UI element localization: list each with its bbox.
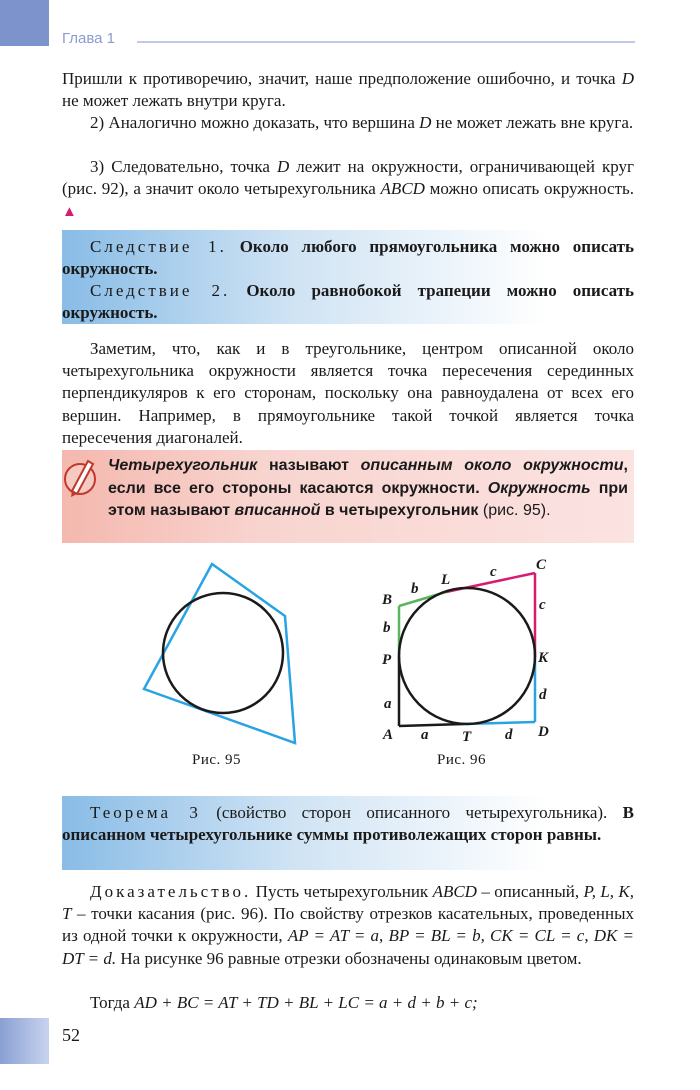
header-rule: [137, 41, 635, 43]
definition-described-quadrilateral: Четырехугольник называют описанным около окружности, если все его стороны касаются окружности. Окружность при этом называют вписанной в четырехугольник (рис. 95).: [108, 457, 628, 519]
fig95-quadrilateral: [144, 564, 295, 743]
fig95-inscribed-circle: [163, 593, 283, 713]
label-B: B: [382, 592, 393, 608]
paragraph-step-3: 3) Следовательно, точка D лежит на окружности, ограничивающей круг (рис. 92), а значит около четырехугольника ABCD можно описать окружность. ▲: [62, 157, 635, 221]
fig95-caption: Рис. 95: [192, 752, 242, 768]
label-C: C: [536, 557, 547, 573]
label-P: P: [382, 652, 392, 668]
fig96-caption: Рис. 96: [437, 752, 487, 768]
label-D: D: [538, 724, 549, 740]
label-a-bottom: a: [421, 727, 429, 743]
paragraph-contradiction: Пришли к противоречию, значит, наше предположение ошибочно, и точка D не может лежать внутри круга.: [62, 69, 634, 111]
label-T: T: [462, 729, 472, 745]
pencil-note-icon: [62, 455, 98, 501]
fig96-inscribed-circle: [399, 588, 535, 724]
label-L: L: [441, 572, 451, 588]
figure-96-tangent-segments: [375, 555, 575, 755]
label-A: A: [383, 727, 394, 743]
figure-95-tangential-quadrilateral: [130, 555, 310, 755]
paragraph-step-2: 2) Аналогично можно доказать, что вершина D не может лежать вне круга.: [90, 113, 634, 132]
corollary-2: Следствие 2. Около равнобокой трапеции можно описать окружность.: [62, 281, 635, 323]
label-b-top: b: [411, 581, 419, 597]
label-b-left: b: [383, 620, 391, 636]
label-c-right: c: [539, 597, 546, 613]
page-corner-decoration: [0, 0, 49, 46]
label-K: K: [538, 650, 549, 666]
label-d-bottom: d: [505, 727, 513, 743]
label-c-top: c: [490, 564, 497, 580]
proof-paragraph: Доказательство. Пусть четырехугольник ABCD – описанный, P, L, K, T – точки касания (рис. 96). По свойству отрезков касательных, проведенных из одной точки к окружности, AP = AT = a, BP = BL = b, CK = CL = c, DK = DT = d. На рисунке 96 равные отрезки обозначены одинаковым цветом.: [62, 882, 634, 968]
end-of-proof-triangle-icon: ▲: [62, 204, 77, 221]
segment-AT: [399, 724, 464, 726]
paragraph-circumcenter: Заметим, что, как и в треугольнике, центром описанной около четырехугольника окружности является точка пересечения серединных перпендикуляров к его сторонам, поскольку она равноудалена от всех его вершин. Например, в прямоугольнике такой точкой является точка пересечения диагоналей.: [62, 339, 634, 447]
corollary-1: Следствие 1. Около любого прямоугольника можно описать окружность.: [62, 237, 635, 279]
page-corner-decoration-bottom: [0, 1018, 49, 1064]
chapter-header: Глава 1: [62, 30, 116, 47]
page-number: 52: [62, 1025, 80, 1045]
label-d-right: d: [539, 687, 547, 703]
proof-last-line: Тогда AD + BC = AT + TD + BL + LC = a + d + b + c;: [90, 993, 478, 1012]
label-a-left: a: [384, 696, 392, 712]
theorem-3: Теорема 3 (свойство сторон описанного четырехугольника). В описанном четырехугольнике суммы противолежащих сторон равны.: [62, 803, 634, 845]
